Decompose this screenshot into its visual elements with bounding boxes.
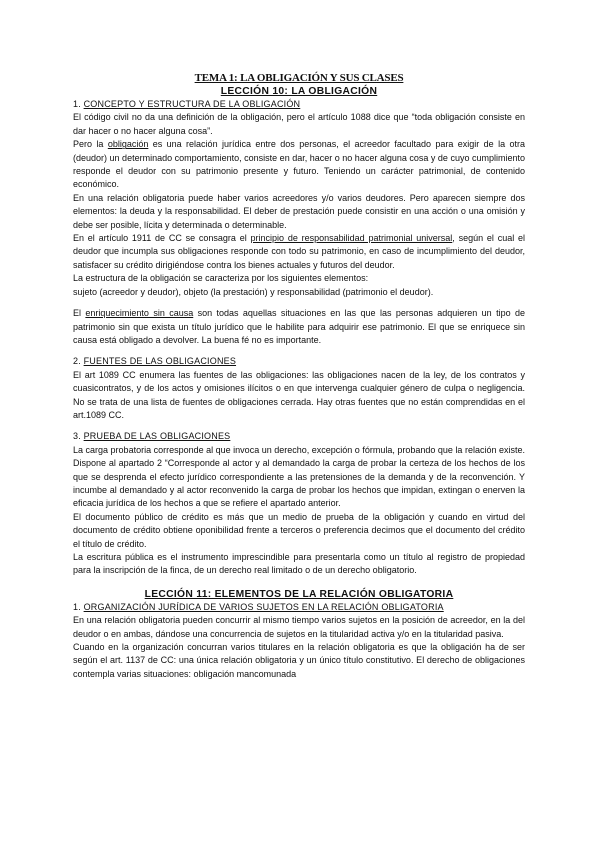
paragraph: En una relación obligatoria pueden concurrir al mismo tiempo varios sujetos en la posición de acreedor, en la del deudor o en ambas, dándose una concurrencia de sujetos en la titularidad activa y/o en la titularidad pasiva. (73, 615, 525, 639)
section-2-heading (73, 355, 525, 368)
section-4-number: 1. (73, 601, 81, 612)
term-enriquecimiento: enriquecimiento sin causa (85, 308, 194, 319)
lesson-10-heading: LECCIÓN 10: LA OBLIGACIÓN (220, 86, 378, 97)
paragraph: En una relación obligatoria puede haber varios acreedores y/o varios deudores. Pero aparecen siempre dos elementos: la deuda y la responsabilidad. El deber de prestación puede consistir en una acción o una omisión y debe ser posible, lícita y determinada o determinable. (73, 192, 525, 230)
section-1-title: CONCEPTO Y ESTRUCTURA DE LA OBLIGACIÓN (83, 99, 301, 109)
term-obligacion: obligación (107, 139, 149, 150)
section-4-heading (73, 601, 525, 614)
section-3-number: 3. (73, 431, 81, 442)
paragraph: El art 1089 CC enumera las fuentes de las obligaciones: las obligaciones nacen de la ley, de los contratos y cuasicontratos, y de los actos y omisiones ilícitos o en que intervenga cualquier género de culpa o negligencia. No se trata de una lista de fuentes de obligaciones cerrada. Hay otras fuentes que no están comprendidas en el art.1089 CC. (73, 369, 525, 420)
document-body (73, 72, 525, 681)
section-1-heading (73, 98, 525, 111)
section-2-number: 2. (73, 356, 81, 367)
section-2-title: FUENTES DE LAS OBLIGACIONES (83, 356, 237, 367)
term-principio: principio de responsabilidad patrimonial universal (250, 233, 453, 244)
paragraph: Cuando en la organización concurran varios titulares en la relación obligatoria es que la obligación ha de ser según el art. 1137 de CC: una única relación obligatoria y un único título constitutivo. El derecho de obligaciones contempla varias situaciones: obligación mancomunada (73, 642, 525, 679)
paragraph: sujeto (acreedor y deudor), objeto (la prestación) y responsabilidad (patrimonio el deudor). (73, 286, 434, 297)
paragraph: El enriquecimiento sin causa son todas aquellas situaciones en las que las personas adquieren un tipo de patrimonio sin que exista un título jurídico que le habilite para adquirir ese patrimonio. El que se enriquece sin causa está obligado a devolver. La buena fé no es importante. (73, 308, 525, 345)
paragraph: El código civil no da una definición de la obligación, pero el artículo 1088 dice que “toda obligación consiste en dar hacer o no hacer alguna cosa”. (73, 112, 525, 136)
lesson-11-heading: LECCIÓN 11: ELEMENTOS DE LA RELACIÓN OBLIGATORIA (144, 588, 454, 600)
document-title: TEMA 1: LA OBLIGACIÓN Y SUS CLASES (194, 72, 404, 84)
paragraph: Pero la obligación es una relación jurídica entre dos personas, el acreedor facultado para exigir de la otra (deudor) un determinado comportamiento, consiste en dar, hacer o no hacer alguna cosa y de cuyo cumplimiento responde el deudor con su patrimonio presente y futuro. Teniendo un carácter patrimonial, de contenido económico. (73, 139, 525, 190)
section-1-number: 1. (73, 99, 81, 109)
paragraph: La escritura pública es el instrumento imprescindible para presentarla como un título al registro de propiedad para la inscripción de la finca, de un derecho real limitado o de un derecho obligatorio. (73, 552, 525, 576)
section-3-heading (73, 430, 525, 443)
paragraph: El documento público de crédito es más que un medio de prueba de la obligación y cuando en virtud del documento de crédito obtiene oponibilidad frente a terceros o preferencia decimos que el documento del crédito el título de crédito. (73, 511, 525, 549)
paragraph: La estructura de la obligación se caracteriza por los siguientes elementos: (73, 273, 369, 284)
section-3-title: PRUEBA DE LAS OBLIGACIONES (83, 431, 231, 442)
paragraph: La carga probatoria corresponde al que invoca un derecho, excepción o fórmula, probando que la relación existe. Dispone al apartado 2 “Corresponde al actor y al demandado la carga de probar la certeza de los hechos de los que se desprenda el efecto jurídico correspondiente a las pretensiones de la demanda y de la reconvención. Y incumbe al demandado y al actor reconvenido la carga de probar los hechos que impidan, extingan o enerven la eficacia jurídica de los hechos a que se refiere el apartado anterior. (73, 444, 525, 509)
paragraph: En el artículo 1911 de CC se consagra el principio de responsabilidad patrimonial universal, según el cual el deudor que incumpla sus obligaciones responde con todo su patrimonio, en caso de incumplimiento del deudor, satisfacer su crédito dirigiéndose contra los bienes actuales y futuros del deudor. (73, 233, 525, 270)
section-4-title: ORGANIZACIÓN JURÍDICA DE VARIOS SUJETOS EN LA RELACIÓN OBLIGATORIA (83, 601, 444, 612)
